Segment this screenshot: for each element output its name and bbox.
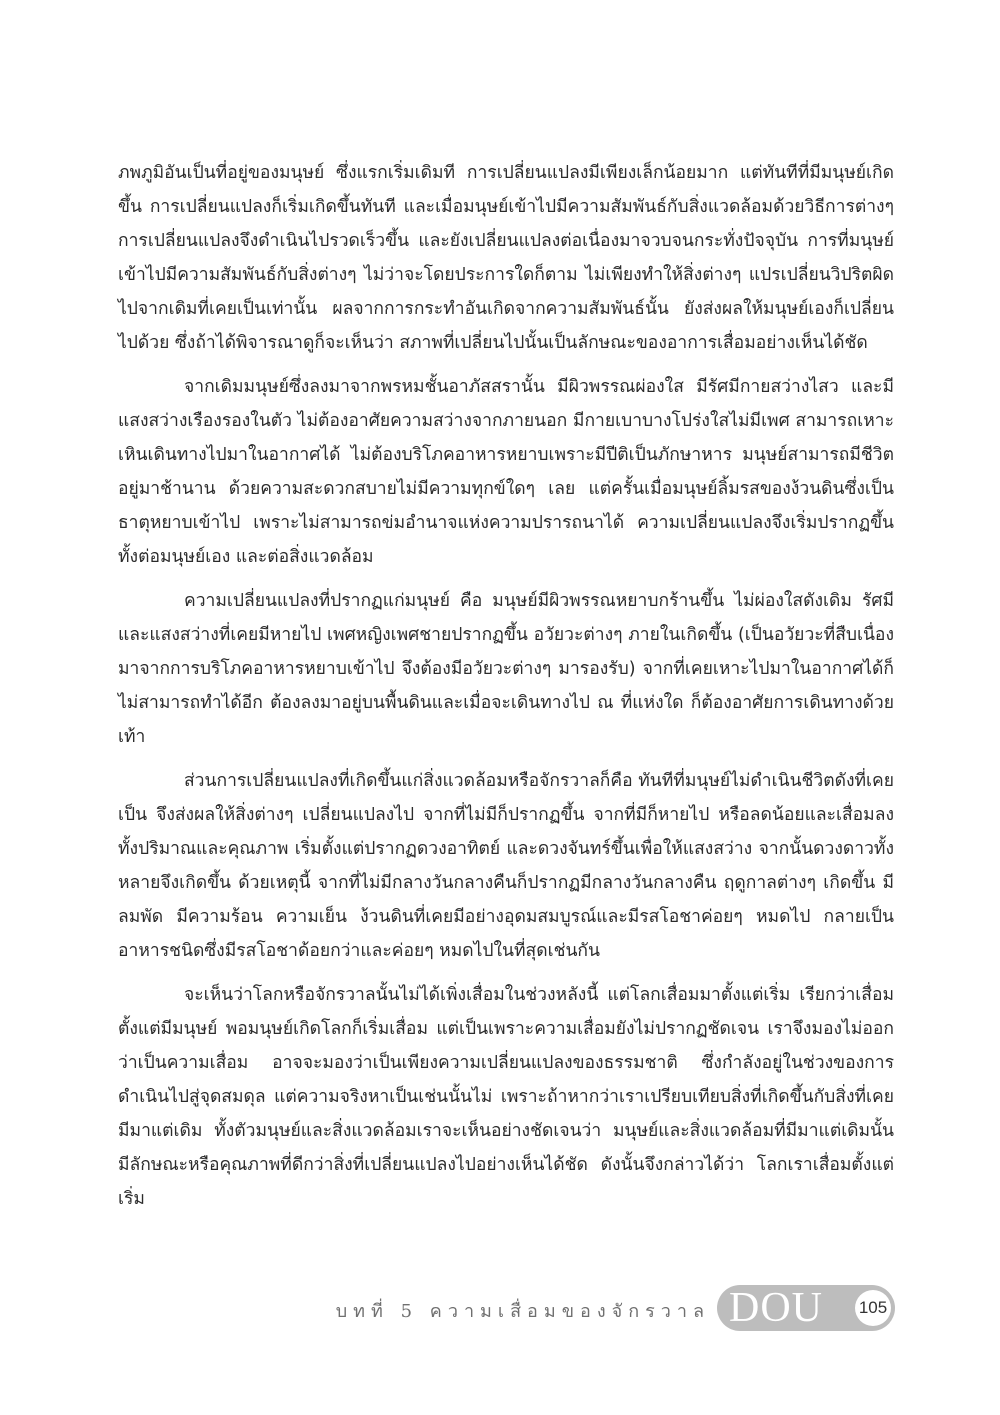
body-paragraph: ส่วนการเปลี่ยนแปลงที่เกิดขึ้นแก่สิ่งแวดล้อมหรือจักรวาลก็คือ ทันทีที่มนุษย์ไม่ดำเนินชีวิตดังที่เคยเป็น จึงส่งผลให้สิ่งต่างๆ เปลี่ยนแปลงไป จากที่ไม่มีก็ปรากฏขึ้น จากที่มีก็หายไป หรือลดน้อยและเสื่อมลงทั้งปริมาณและคุณภาพ เริ่มตั้งแต่ปรากฏดวงอาทิตย์ และดวงจันทร์ขึ้นเพื่อให้แสงสว่าง จากนั้นดวงดาวทั้งหลายจึงเกิดขึ้น ด้วยเหตุนี้ จากที่ไม่มีกลางวันกลางคืนก็ปรากฏมีกลางวันกลางคืน ฤดูกาลต่างๆ เกิดขึ้น มีลมพัด มีความร้อน ความเย็น ง้วนดินที่เคยมีอย่างอุดมสมบูรณ์และมีรสโอชาค่อยๆ หมดไป กลายเป็นอาหารชนิดซึ่งมีรสโอชาด้อยกว่าและค่อยๆ หมดไปในที่สุดเช่นกัน bbox=[118, 771, 894, 961]
body-paragraph: จากเดิมมนุษย์ซึ่งลงมาจากพรหมชั้นอาภัสสรานั้น มีผิวพรรณผ่องใส มีรัศมีกายสว่างไสว และมีแสงสว่างเรืองรองในตัว ไม่ต้องอาศัยความสว่างจากภายนอก มีกายเบาบางโปร่งใสไม่มีเพศ สามารถเหาะเหินเดินทางไปมาในอากาศได้ ไม่ต้องบริโภคอาหารหยาบเพราะมีปีติเป็นภักษาหาร มนุษย์สามารถมีชีวิตอยู่มาช้านาน ด้วยความสะดวกสบายไม่มีความทุกข์ใดๆ เลย แต่ครั้นเมื่อมนุษย์ลิ้มรสของง้วนดินซึ่งเป็นธาตุหยาบเข้าไป เพราะไม่สามารถข่มอำนาจแห่งความปรารถนาได้ ความเปลี่ยนแปลงจึงเริ่มปรากฏขึ้นทั้งต่อมนุษย์เอง และต่อสิ่งแวดล้อม bbox=[118, 377, 894, 567]
chapter-title: บทที่ 5 ความเสื่อมของจักรวาล bbox=[335, 1301, 710, 1322]
page-footer bbox=[0, 1285, 1000, 1335]
page-number: 105 bbox=[855, 1290, 891, 1326]
body-paragraph: ความเปลี่ยนแปลงที่ปรากฏแก่มนุษย์ คือ มนุษย์มีผิวพรรณหยาบกร้านขึ้น ไม่ผ่องใสดังเดิม รัศมีและแสงสว่างที่เคยมีหายไป เพศหญิงเพศชายปรากฏขึ้น อวัยวะต่างๆ ภายในเกิดขึ้น (เป็นอวัยวะที่สืบเนื่องมาจากการบริโภคอาหารหยาบเข้าไป จึงต้องมีอวัยวะต่างๆ มารองรับ) จากที่เคยเหาะไปมาในอากาศได้ก็ไม่สามารถทำได้อีก ต้องลงมาอยู่บนพื้นดินและเมื่อจะเดินทางไป ณ ที่แห่งใด ก็ต้องอาศัยการเดินทางด้วยเท้า bbox=[118, 591, 894, 747]
page-badge bbox=[717, 1285, 895, 1331]
body-paragraph: จะเห็นว่าโลกหรือจักรวาลนั้นไม่ได้เพิ่งเสื่อมในช่วงหลังนี้ แต่โลกเสื่อมมาตั้งแต่เริ่ม เรียกว่าเสื่อมตั้งแต่มีมนุษย์ พอมนุษย์เกิดโลกก็เริ่มเสื่อม แต่เป็นเพราะความเสื่อมยังไม่ปรากฏชัดเจน เราจึงมองไม่ออกว่าเป็นความเสื่อม อาจจะมองว่าเป็นเพียงความเปลี่ยนแปลงของธรรมชาติ ซึ่งกำลังอยู่ในช่วงของการดำเนินไปสู่จุดสมดุล แต่ความจริงหาเป็นเช่นนั้นไม่ เพราะถ้าหากว่าเราเปรียบเทียบสิ่งที่เกิดขึ้นกับสิ่งที่เคยมีมาแต่เดิม ทั้งตัวมนุษย์และสิ่งแวดล้อมเราจะเห็นอย่างชัดเจนว่า มนุษย์และสิ่งแวดล้อมที่มีมาแต่เดิมนั้น มีลักษณะหรือคุณภาพที่ดีกว่าสิ่งที่เปลี่ยนแปลงไปอย่างเห็นได้ชัด ดังนั้นจึงกล่าวได้ว่า โลกเราเสื่อมตั้งแต่เริ่ม bbox=[118, 985, 894, 1209]
dou-logo: DOU bbox=[729, 1285, 823, 1331]
body-paragraph: ภพภูมิอันเป็นที่อยู่ของมนุษย์ ซึ่งแรกเริ่มเดิมที การเปลี่ยนแปลงมีเพียงเล็กน้อยมาก แต่ทันทีที่มีมนุษย์เกิดขึ้น การเปลี่ยนแปลงก็เริ่มเกิดขึ้นทันที และเมื่อมนุษย์เข้าไปมีความสัมพันธ์กับสิ่งแวดล้อมด้วยวิธีการต่างๆ การเปลี่ยนแปลงจึงดำเนินไปรวดเร็วขึ้น และยังเปลี่ยนแปลงต่อเนื่องมาจวบจนกระทั่งปัจจุบัน การที่มนุษย์เข้าไปมีความสัมพันธ์กับสิ่งต่างๆ ไม่ว่าจะโดยประการใดก็ตาม ไม่เพียงทำให้สิ่งต่างๆ แปรเปลี่ยนวิปริตผิดไปจากเดิมที่เคยเป็นเท่านั้น ผลจากการกระทำอันเกิดจากความสัมพันธ์นั้น ยังส่งผลให้มนุษย์เองก็เปลี่ยนไปด้วย ซึ่งถ้าได้พิจารณาดูก็จะเห็นว่า สภาพที่เปลี่ยนไปนั้นเป็นลักษณะของอาการเสื่อมอย่างเห็นได้ชัด bbox=[118, 163, 894, 353]
page-body bbox=[118, 156, 894, 1226]
